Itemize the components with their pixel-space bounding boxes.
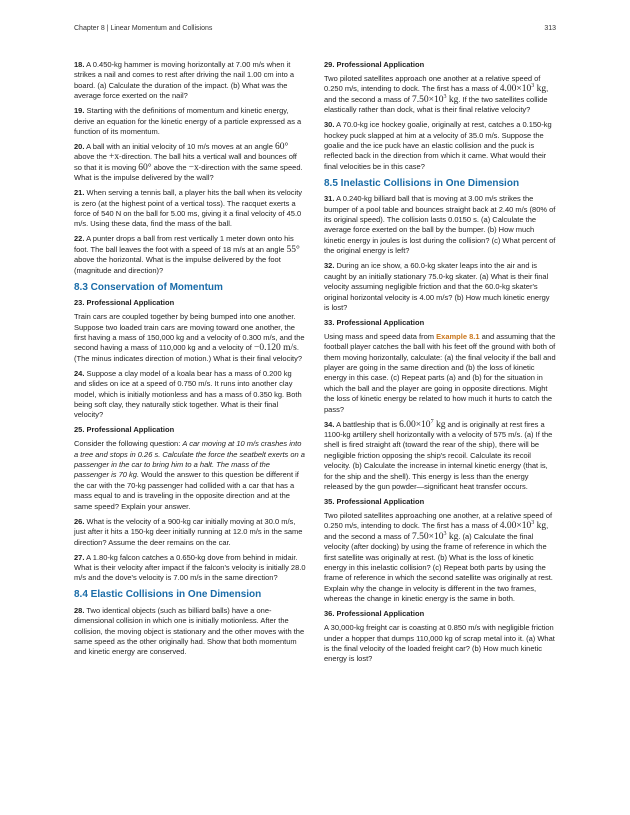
math-angle: 60°	[274, 142, 289, 153]
problem-25: Consider the following question: A car moving at 10 m/s crashes into a tree and stops in 0.26 s. Calculate the force the seatbelt exerts on a passenger in the car to bring him to a halt. The mass of the passenger is 70 kg. Would the answer to this question be different if the car with the 70-kg passenger had collided with a car that has a mass equal to and is traveling in the opposite direction and at the same speed? Explain your answer.	[74, 439, 305, 511]
right-column	[324, 60, 556, 669]
math-velocity: −0.120 m/s	[253, 343, 297, 354]
left-column	[74, 60, 306, 662]
problem-23: Train cars are coupled together by being bumped into one another. Suppose two loaded train cars are moving toward one another, the first having a mass of 150,000 kg and a velocity of 0.300 m/s, and the second having a mass of 110,000 kg and a velocity of −0.120 m/s. (The minus indicates direction of motion.) What is their final velocity?	[74, 312, 305, 363]
section-heading-8-5: 8.5 Inelastic Collisions in One Dimension	[324, 177, 520, 189]
math-mass: $4.00\times 10^3$ kg	[499, 83, 547, 95]
running-header	[74, 24, 556, 36]
math-angle: 60°	[138, 162, 152, 173]
problem-36: A 30,000-kg freight car is coasting at 0.850 m/s with negligible friction under a hopper that dumps 110,000 kg of scrap metal into it. (a) What is the final velocity of the loaded freight car? (b) How much kinetic energy is lost?	[324, 623, 555, 664]
section-heading-8-4: 8.4 Elastic Collisions in One Dimension	[74, 589, 262, 601]
example-link[interactable]: Example 8.1	[436, 331, 480, 341]
problem-32: 32. During an ice show, a 60.0-kg skater leaps into the air and is caught by an initially stationary 75.0-kg skater. (a) What is their final velocity assuming negligible friction and that the 60.0-kg skater's original horizontal velocity is 4.00 m/s? (b) How much kinetic energy is lost?	[324, 261, 550, 312]
problem-33-heading: 33. Professional Application	[324, 317, 425, 327]
problem-21: 21. When serving a tennis ball, a player hits the ball when its velocity is zero (at the highest point of a vertical toss). The racquet exerts a force of 540 N on the ball for 5.00 ms, giving it a final velocity of 45.0 m/s. Using these data, find the mass of the ball.	[74, 188, 303, 229]
problem-35: Two piloted satellites approaching one another, at a relative speed of 0.250 m/s, intending to dock. The first has a mass of $4.00\times 10^3$ kg, and the second a mass of $7.50\times 10^3$ kg. (a) Calculate the final velocity (after docking) by using the frame of reference in which the first satellite was originally at rest. (b) What is the loss of kinetic energy in this inelastic collision? (c) Repeat both parts by using the frame of reference in which the second satellite was originally at rest. Explain why the change in velocity is different in the two frames, whereas the change in kinetic energy is the same in both.	[324, 511, 553, 604]
math-mass: $6.00\times 10^7$ kg	[399, 418, 446, 430]
section-heading-8-3: 8.3 Conservation of Momentum	[74, 281, 223, 293]
problem-20: 20. A ball with an initial velocity of 10 m/s moves at an angle 60° above the +x-direction. The ball hits a vertical wall and bounces off so that it is moving 60° above the −x-direction with the same speed. What is the impulse delivered by the wall?	[74, 142, 303, 183]
problem-26: 26. What is the velocity of a 900-kg car initially moving at 30.0 m/s, just after it hits a 150-kg deer initially running at 12.0 m/s in the same direction? Assume the deer remains on the car.	[74, 516, 303, 547]
problem-33: Using mass and speed data from Example 8.1 and assuming that the football player catches the ball with his feet off the ground with both of them moving horizontally, calculate: (a) the final velocity if the ball and player are going in the same direction and (b) the loss of kinetic energy in this case. (c) Repeat parts (a) and (b) for the situation in which the ball and the player are going in opposite directions. Might the loss of kinetic energy be related to how much it hurts to catch the pass?	[324, 331, 556, 414]
problem-36-heading: 36. Professional Application	[324, 609, 425, 619]
page-number: 313	[544, 25, 556, 32]
problem-23-heading: 23. Professional Application	[74, 298, 175, 308]
problem-35-heading: 35. Professional Application	[324, 497, 425, 507]
problem-19: 19. Starting with the definitions of momentum and kinetic energy, derive an equation for the kinetic energy of a particle expressed as a function of its momentum.	[74, 106, 302, 137]
problem-29-heading: 29. Professional Application	[324, 60, 425, 69]
problem-28: 28. Two identical objects (such as billiard balls) have a one-dimensional collision in which one is initially motionless. After the collision, the moving object is stationary and the other moves with the same speed as the other originally had. Show that both momentum and kinetic energy are conserved.	[74, 605, 305, 657]
problem-34: 34. A battleship that is $6.00\times 10^7$ kg and is originally at rest fires a 1100-kg artillery shell horizontally with a velocity of 575 m/s. (a) If the shell is fired straight aft (toward the rear of the ship), there will be negligible friction opposing the ship's recoil. Calculate its recoil velocity. (b) Calculate the increase in internal kinetic energy (that is, for the ship and the shell). This energy is less than the energy released by the gun powder—significant heat transfer occurs.	[324, 418, 553, 492]
problem-27: 27. A 1.80-kg falcon catches a 0.650-kg dove from behind in midair. What is their velocity after impact if the falcon's velocity is initially 28.0 m/s and the dove's velocity is 7.00 m/s in the same direction?	[74, 552, 306, 583]
problem-31: 31. A 0.240-kg billiard ball that is moving at 3.00 m/s strikes the bumper of a pool table and bounces straight back at 2.40 m/s (80% of its original speed). The collision lasts 0.0150 s. (a) Calculate the average force exerted on the ball by the bumper. (b) How much kinetic energy in joules is lost during the collision? (c) What percent of the original energy is left?	[324, 194, 556, 256]
problem-25-heading: 25. Professional Application	[74, 425, 175, 435]
math-direction: −x	[188, 162, 199, 173]
problem-18: 18. A 0.450-kg hammer is moving horizontally at 7.00 m/s when it strikes a nail and comes to rest after driving the nail 1.00 cm into a board. (a) Calculate the duration of the impact. (b) What was the average force exerted on the nail?	[74, 60, 295, 101]
math-angle: 55°	[286, 244, 300, 255]
math-mass: $4.00\times 10^3$ kg	[499, 520, 547, 532]
math-mass: $7.50\times 10^3$ kg	[411, 530, 459, 542]
math-direction: +x	[109, 152, 120, 163]
problem-30: 30. A 70.0-kg ice hockey goalie, originally at rest, catches a 0.150-kg hockey puck slapped at him at a velocity of 35.0 m/s. Suppose the goalie and the ice puck have an elastic collision and the puck is reflected back in the direction from which it came. What would their final velocities be in this case?	[324, 120, 552, 171]
problem-22: 22. A punter drops a ball from rest vertically 1 meter down onto his foot. The ball leaves the foot with a speed of 18 m/s at an angle 55° above the horizontal. What is the impulse delivered by the foot (magnitude and direction)?	[74, 234, 300, 275]
math-mass: $7.50\times 10^3$ kg	[411, 93, 459, 105]
problem-24: 24. Suppose a clay model of a koala bear has a mass of 0.200 kg and slides on ice at a speed of 0.750 m/s. It runs into another clay model, which is initially motionless and has a mass of 0.350 kg. Both being soft clay, they naturally stick together. What is their final velocity?	[74, 368, 302, 420]
problem-29: Two piloted satellites approach one another at a relative speed of 0.250 m/s, intending to dock. The first has a mass of $4.00\times 10^3$ kg, and the second a mass of $7.50\times 10^3$ kg. If the two satellites collide elastically rather than dock, what is their final relative velocity?	[324, 73, 549, 115]
chapter-title: Chapter 8 | Linear Momentum and Collisions	[74, 25, 213, 32]
